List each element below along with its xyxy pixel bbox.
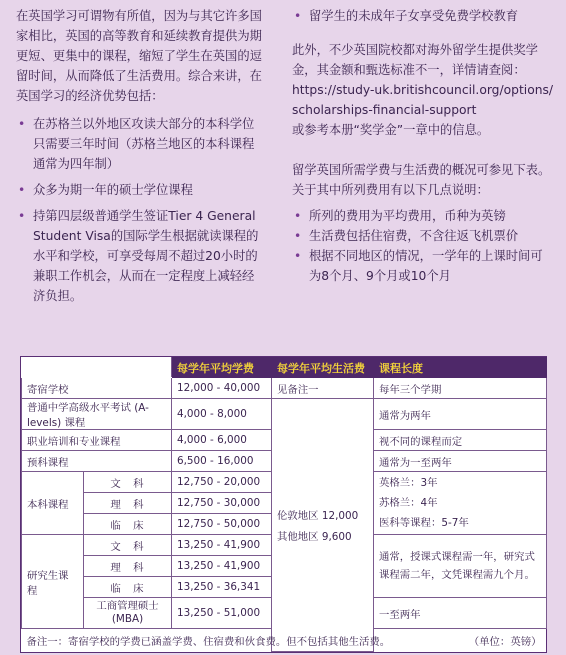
length-cell: 一至两年	[374, 598, 547, 629]
tuition-cell: 6,500 - 16,000	[172, 451, 272, 472]
tuition-cell: 12,750 - 20,000	[172, 472, 272, 493]
table-row	[22, 378, 547, 399]
living-other: 其他地区 9,600	[277, 531, 352, 543]
left-column	[16, 6, 264, 306]
tuition-cell: 12,000 - 40,000	[172, 378, 272, 399]
row-label: 研究生课程	[22, 535, 84, 629]
scholarship-paragraph	[292, 40, 554, 140]
tuition-cell: 12,750 - 30,000	[172, 493, 272, 514]
list-item: • 在苏格兰以外地区攻读大部分的本科学位只需要三年时间（苏格兰地区的本科课程通常为四年制）	[16, 114, 264, 174]
tuition-cell: 13,250 - 36,341	[172, 577, 272, 598]
length-cell: 通常，授课式课程需一年，研究式课程需二年，文凭课程需九个月。	[374, 535, 547, 598]
tuition-cell: 4,000 - 6,000	[172, 430, 272, 451]
row-label: 预科课程	[22, 451, 172, 472]
cost-table	[20, 356, 547, 653]
length-line: 苏格兰：4年	[379, 497, 438, 509]
sub-label: 临 床	[84, 577, 172, 598]
sub-label: 理 科	[84, 493, 172, 514]
row-label: 本科课程	[22, 472, 84, 535]
overview-paragraph: 留学英国所需学费与生活费的概况可参见下表。关于其中所列费用有以下几点说明：	[292, 163, 551, 197]
living-cell: 见备注一	[272, 378, 374, 399]
notes-list	[292, 206, 554, 286]
right-column	[292, 6, 554, 286]
tuition-cell: 13,250 - 41,900	[172, 535, 272, 556]
header-length: 课程长度	[374, 358, 547, 378]
length-line: 医科等课程：5-7年	[379, 517, 469, 529]
sub-label: 文 科	[84, 535, 172, 556]
length-cell	[374, 472, 547, 535]
sub-label: 工商管理硕士 (MBA)	[84, 598, 172, 629]
header-blank	[22, 358, 172, 378]
sub-label: 文 科	[84, 472, 172, 493]
living-london: 伦敦地区 12,000	[277, 510, 359, 522]
living-merged-cell	[272, 399, 374, 652]
length-cell: 视不同的课程而定	[374, 430, 547, 451]
sub-label: 临 床	[84, 514, 172, 535]
list-item: • 众多为期一年的硕士学位课程	[16, 180, 264, 200]
tuition-cell: 13,250 - 41,900	[172, 556, 272, 577]
length-line: 英格兰：3年	[379, 477, 438, 489]
table-row	[22, 399, 547, 430]
row-label: 普通中学高级水平考试 (A-levels) 课程	[22, 399, 172, 430]
list-item: • 所列的费用为平均费用，币种为英镑	[292, 206, 554, 226]
header-living: 每学年平均生活费	[272, 358, 374, 378]
note-text: 备注一：寄宿学校的学费已涵盖学费、住宿费和伙食费。但不包括其他生活费。	[26, 635, 391, 648]
header-tuition: 每学年平均学费	[172, 358, 272, 378]
length-cell: 每年三个学期	[374, 378, 547, 399]
length-cell: 通常为两年	[374, 399, 547, 430]
tuition-cell: 4,000 - 8,000	[172, 399, 272, 430]
scholarship-text: 此外，不少英国院校都对海外留学生提供奖学金，其金额和甄选标准不一，详情请查阅：	[292, 43, 538, 77]
unit-text: （单位：英镑）	[468, 635, 542, 648]
tuition-cell: 13,250 - 51,000	[172, 598, 272, 629]
row-label: 职业培训和专业课程	[22, 430, 172, 451]
length-cell: 通常为一至两年	[374, 451, 547, 472]
list-item: • 生活费包括住宿费，不含往返飞机票价	[292, 226, 554, 246]
table-note-row	[22, 629, 547, 652]
intro-paragraph: 在英国学习可谓物有所值，因为与其它许多国家相比，英国的高等教育和延续教育提供为期更短、更集中的课程，缩短了学生在英国的逗留时间，从而降低了生活费用。综合来讲，在英国学习的经济优势包括：	[16, 9, 262, 103]
scholarship-link[interactable]: https://study-uk.britishcouncil.org/options/scholarships-financial-support	[292, 83, 554, 117]
tuition-cell: 12,750 - 50,000	[172, 514, 272, 535]
list-item: • 留学生的未成年子女享受免费学校教育	[292, 6, 554, 26]
list-item: • 根据不同地区的情况，一学年的上课时间可为8个月、9个月或10个月	[292, 246, 554, 286]
free-schooling-list	[292, 6, 554, 26]
advantages-list	[16, 114, 264, 306]
list-item: • 持第四层级普通学生签证Tier 4 General Student Visa的国际学生根据就读课程的水平和学校，可享受每周不超过20小时的兼职工作机会，从而在一定程度上减轻经济负担。	[16, 206, 264, 306]
table-note	[22, 629, 547, 652]
sub-label: 理 科	[84, 556, 172, 577]
scholarship-suffix: 或参考本册“奖学金”一章中的信息。	[292, 123, 490, 137]
row-label: 寄宿学校	[22, 378, 172, 399]
